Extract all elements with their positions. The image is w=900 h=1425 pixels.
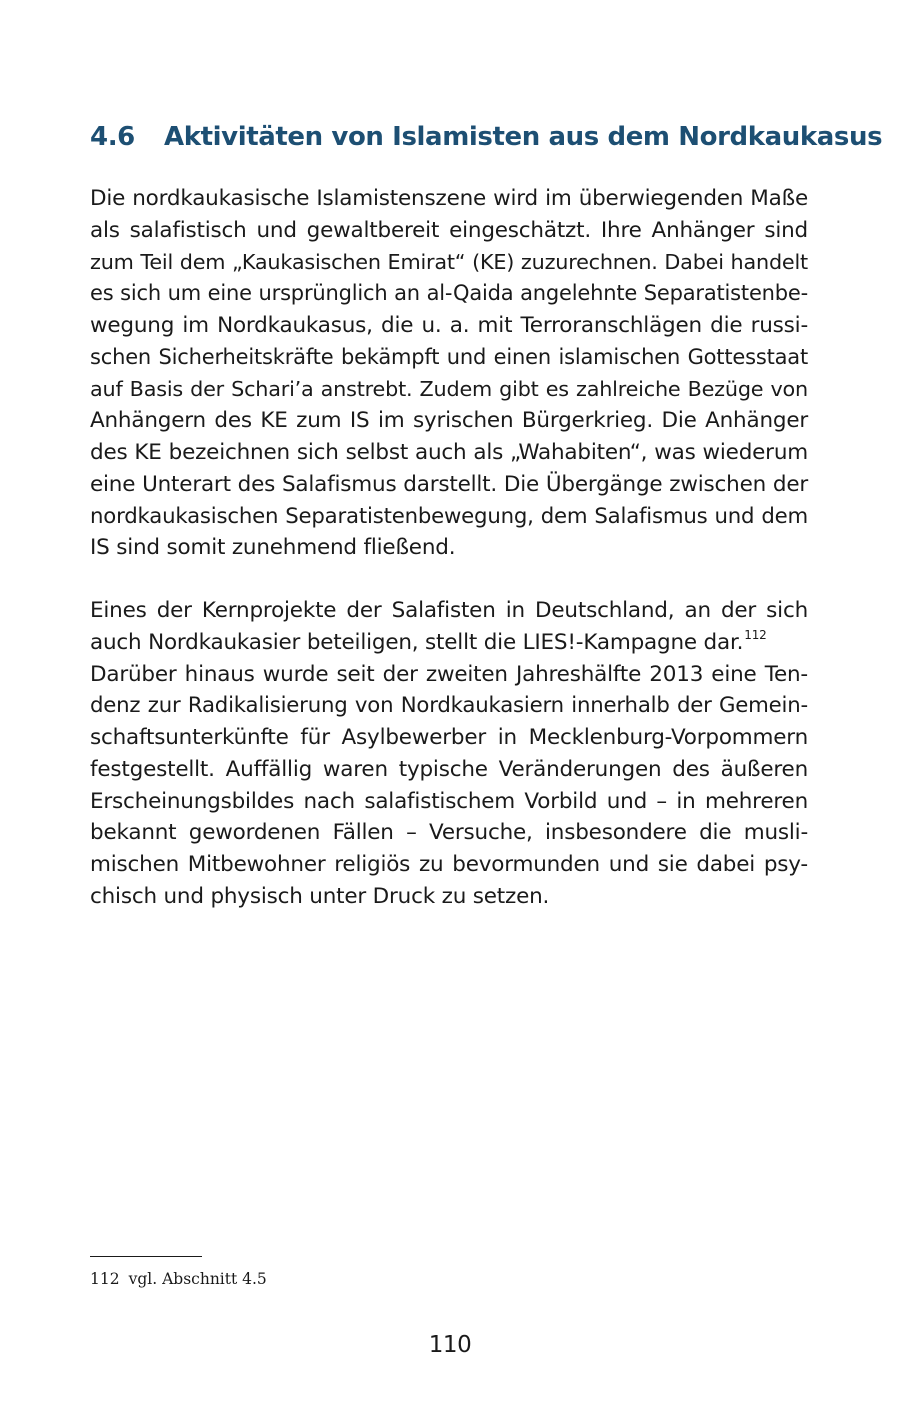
- paragraph-2: [90, 595, 808, 913]
- paragraph-line: Darüber hinaus wurde seit der zweiten Jahreshälfte 2013 eine Ten-: [90, 661, 808, 687]
- paragraph-line: als salafistisch und gewaltbereit eingeschätzt. Ihre Anhänger sind: [90, 217, 808, 243]
- section-title: Aktivitäten von Islamisten aus dem Nordkaukasus: [164, 122, 883, 152]
- paragraph-line: Erscheinungsbildes nach salafistischem Vorbild und – in mehreren: [90, 788, 808, 814]
- paragraph-line: Die nordkaukasische Islamistenszene wird im überwiegenden Maße: [90, 186, 808, 211]
- section-number: 4.6: [90, 122, 135, 152]
- page-number: 110: [428, 1332, 472, 1358]
- paragraph-line: eine Unterart des Salafismus darstellt. Die Übergänge zwischen der: [90, 471, 808, 497]
- paragraph-line: es sich um eine ursprünglich an al-Qaida angelehnte Separatistenbe-: [90, 281, 808, 306]
- paragraph-line: auf Basis der Schari’a anstrebt. Zudem gibt es zahlreiche Bezüge von: [90, 376, 808, 401]
- paragraph-line: Eines der Kernprojekte der Salafisten in Deutschland, an der sich: [90, 598, 808, 623]
- footnote-reference[interactable]: 112: [744, 627, 767, 642]
- footnote-number: 112: [90, 1270, 120, 1288]
- paragraph-line: denz zur Radikalisierung von Nordkaukasiern innerhalb der Gemein-: [90, 693, 808, 719]
- paragraph-line: nordkaukasischen Separatistenbewegung, dem Salafismus und dem: [90, 503, 808, 529]
- paragraph-line: des KE bezeichnen sich selbst auch als „Wahabiten“, was wiederum: [90, 440, 808, 465]
- paragraph-line: festgestellt. Auffällig waren typische Veränderungen des äußeren: [90, 756, 808, 782]
- footnote: [90, 1270, 267, 1288]
- paragraph-1: [90, 183, 808, 564]
- paragraph-line: schaftsunterkünfte für Asylbewerber in Mecklenburg-Vorpommern: [90, 725, 808, 750]
- paragraph-line: mischen Mitbewohner religiös zu bevormunden und sie dabei psy-: [90, 852, 808, 877]
- paragraph-line: IS sind somit zunehmend fließend.: [90, 535, 456, 561]
- footnote-divider: [90, 1256, 202, 1257]
- paragraph-line: wegung im Nordkaukasus, die u. a. mit Terroranschlägen die russi-: [90, 313, 808, 338]
- paragraph-line: zum Teil dem „Kaukasischen Emirat“ (KE) zuzurechnen. Dabei handelt: [90, 249, 808, 274]
- paragraph-line: Anhängern des KE zum IS im syrischen Bürgerkrieg. Die Anhänger: [90, 408, 808, 434]
- paragraph-line: chisch und physisch unter Druck zu setzen.: [90, 883, 550, 909]
- paragraph-line: schen Sicherheitskräfte bekämpft und einen islamischen Gottesstaat: [90, 344, 808, 369]
- footnote-text: vgl. Abschnitt 4.5: [128, 1270, 267, 1288]
- section-heading: [90, 122, 883, 152]
- paragraph-line: bekannt gewordenen Fällen – Versuche, insbesondere die musli-: [90, 820, 808, 846]
- paragraph-line-text: auch Nordkaukasier beteiligen, stellt die LIES!-Kampagne dar.: [90, 629, 744, 655]
- paragraph-line-with-footnote: [90, 627, 808, 659]
